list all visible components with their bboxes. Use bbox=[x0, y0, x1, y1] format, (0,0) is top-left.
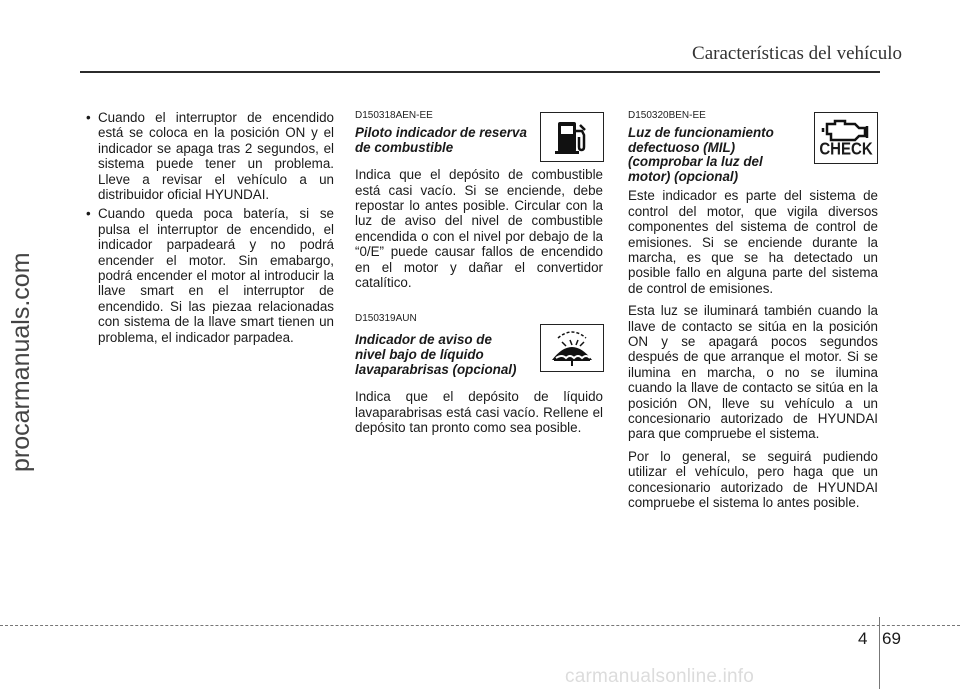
heading-line: (comprobar la luz del bbox=[628, 154, 763, 170]
section-paragraph: Indica que el depósito de combustible está casi vacío. Si se enciende, debe repostar lo antes posible. Circular con la luz de aviso del nivel de combustible encendida o con el nivel por debajo de la “0/E” puede causar fallos de encendido en el motor y dañar el convertidor catalítico. bbox=[355, 167, 603, 291]
page-header-title: Características del vehículo bbox=[692, 43, 902, 64]
heading-line: Luz de funcionamiento bbox=[628, 125, 774, 140]
heading-line: de combustible bbox=[355, 139, 454, 155]
column-right bbox=[628, 110, 878, 518]
heading-line: lavaparabrisas (opcional) bbox=[355, 361, 517, 377]
page-number: 69 bbox=[882, 629, 901, 648]
bullet-item: • Cuando queda poca batería, si se pulsa el interruptor de encendido, el indicador parpadeará y no podrá encender el motor. Sin emabargo, podrá encender el motor al introducir la llave smart en el interruptor de encendido. Si las piezaa relacionadas con sistema de la llave smart tienen un problema, el indicador parpadea. bbox=[86, 206, 334, 345]
washer-fluid-icon bbox=[540, 324, 604, 372]
column-left bbox=[86, 110, 334, 349]
header-divider bbox=[80, 71, 880, 73]
bottom-watermark: carmanualsonline.info bbox=[565, 666, 755, 687]
check-engine-label: CHECK bbox=[819, 139, 873, 160]
section-paragraph: Por lo general, se seguirá pudiendo utilizar el vehículo, pero haga que un concesionario autorizado de HYUNDAI compruebe el sistema lo antes posible. bbox=[628, 448, 878, 511]
bullet-list bbox=[86, 110, 334, 345]
heading-line: nivel bajo de líquido bbox=[355, 347, 484, 363]
footer-divider bbox=[0, 625, 960, 626]
footer-vertical-divider bbox=[879, 617, 880, 689]
chapter-number: 4 bbox=[858, 629, 868, 648]
section-code: D150318AEN-EE bbox=[355, 110, 433, 121]
heading-line: Indicador de aviso de bbox=[355, 332, 492, 348]
side-watermark bbox=[2, 140, 38, 480]
section-paragraph: Indica que el depósito de líquido lavaparabrisas está casi vacío. Rellene el depósito tan pronto como sea posible. bbox=[355, 389, 603, 436]
bullet-item: • Cuando el interruptor de encendido está se coloca en la posición ON y el indicador se apaga tras 2 segundos, el sistema puede tener un problema. Lleve a revisar el vehículo a un distribuidor oficial HYUNDAI. bbox=[86, 110, 334, 202]
side-watermark-text: procarmanuals.com bbox=[7, 252, 35, 472]
fuel-pump-icon bbox=[540, 112, 604, 162]
section-paragraph: Este indicador es parte del sistema de control del motor, que vigila diversos componentes del sistema de control de emisiones. Si se enciende durante la marcha, es que se ha detectado un posible fallo en alguna parte del sistema de control de emisiones. bbox=[628, 188, 878, 296]
section-paragraph: Esta luz se iluminará también cuando la llave de contacto se sitúa en la posición ON y se apagará pocos segundos después de que arranque el motor. Si se ilumina en marcha, o no se ilumina cuando la llave de contacto se sitúa en la posición ON, lleve su vehículo a un concesionario autorizado de HYUNDAI para que compruebe el sistema. bbox=[628, 303, 878, 442]
heading-line: Piloto indicador de reserva bbox=[355, 125, 527, 140]
section-code: D150319AUN bbox=[355, 313, 417, 325]
heading-line: defectuoso (MIL) bbox=[628, 139, 736, 155]
section-code: D150320BEN-EE bbox=[628, 110, 706, 121]
check-engine-icon bbox=[814, 112, 878, 164]
heading-line: motor) (opcional) bbox=[628, 168, 739, 184]
